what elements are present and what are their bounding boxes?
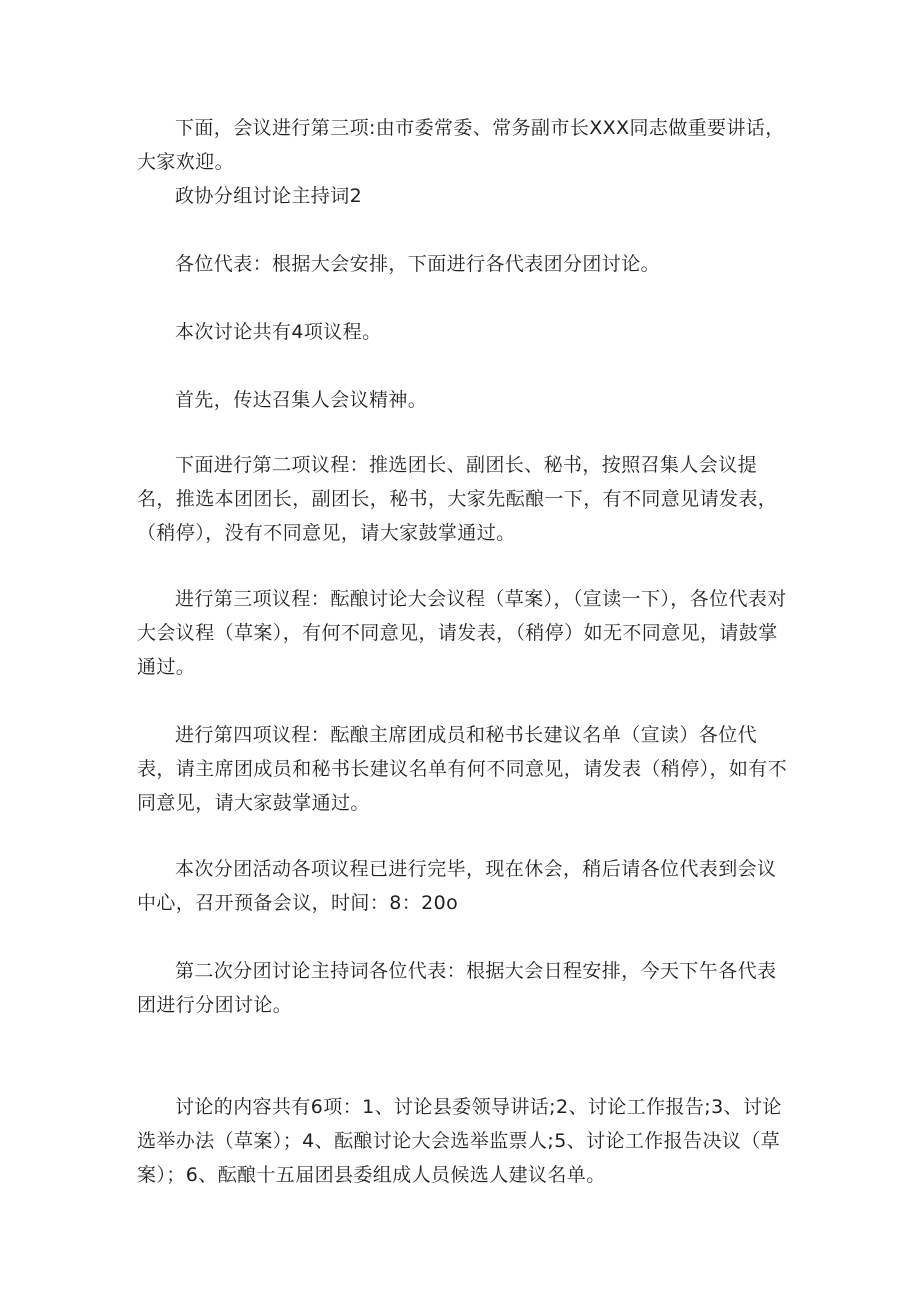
section-heading: 政协分组讨论主持词2 (175, 185, 363, 207)
paragraph-agenda-count: 本次讨论共有4项议程。 (175, 321, 382, 343)
paragraph-greeting: 各位代表：根据大会安排，下面进行各代表团分团讨论。 (175, 253, 661, 275)
paragraph-second-item: 下面进行第二项议程：推选团长、副团长、秘书，按照召集人会议提名，推选本团团长，副团长，秘书，大家先酝酿一下，有不同意见请发表，（稍停），没有不同意见，请大家鼓掌通过。 (137, 454, 778, 544)
paragraph-second-session: 第二次分团讨论主持词各位代表：根据大会日程安排，今天下午各代表团进行分团讨论。 (137, 960, 777, 1016)
paragraph-fourth-item: 进行第四项议程：酝酿主席团成员和秘书长建议名单（宣读）各位代表，请主席团成员和秘书长建议名单有何不同意见，请发表（稍停），如有不同意见，请大家鼓掌通过。 (137, 724, 788, 814)
paragraph-adjourn: 本次分团活动各项议程已进行完毕，现在休会，稍后请各位代表到会议中心，召开预备会议，时间：8：20o (137, 858, 777, 914)
paragraph-first-item: 首先，传达召集人会议精神。 (175, 389, 428, 411)
paragraph-discussion-items: 讨论的内容共有6项：1、讨论县委领导讲话;2、讨论工作报告;3、讨论选举办法（草案）；4、酝酿讨论大会选举监票人;5、讨论工作报告决议（草案）；6、酝酿十五届团县委组成人员候选人建议名单。 (137, 1096, 782, 1186)
paragraph-third-item: 进行第三项议程：酝酿讨论大会议程（草案），（宣读一下），各位代表对大会议程（草案），有何不同意见，请发表，（稍停）如无不同意见，请鼓掌通过。 (137, 588, 787, 678)
paragraph-opening: 下面，会议进行第三项:由市委常委、常务副市长XXX同志做重要讲话，大家欢迎。 (137, 117, 785, 173)
